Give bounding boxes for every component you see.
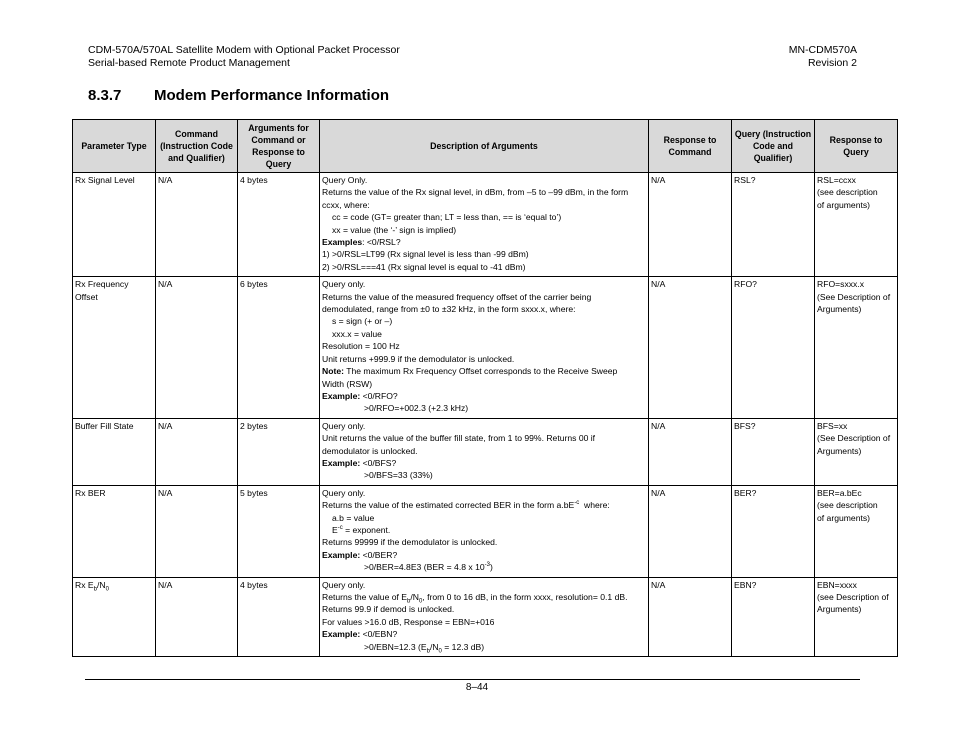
exponent: -3: [484, 562, 490, 569]
resp-line: BER=a.bEc: [817, 487, 862, 498]
desc-example-line: [322, 549, 646, 561]
query-cell: BER?: [732, 485, 815, 577]
param-cell: Buffer Fill State: [73, 418, 156, 485]
example-text: <0/EBN?: [360, 629, 398, 640]
page-number: 8–44: [465, 682, 489, 693]
resp-line: RSL=ccxx: [817, 175, 856, 185]
table-row: [73, 173, 898, 277]
resp-line: (see Description of: [817, 592, 889, 602]
desc-line: [322, 561, 646, 573]
desc-text: >0/EBN=12.3 (E: [364, 641, 427, 652]
desc-line: a.b = value: [332, 512, 375, 523]
desc-line: s = sign (+ or –): [332, 316, 393, 327]
desc-line: Returns the value of the Rx signal level, in dBm, from –5 to –99 dBm, in the form: [322, 187, 629, 198]
command-cell: N/A: [156, 577, 238, 656]
table-row: [73, 277, 898, 418]
subscript: 0: [105, 586, 109, 593]
desc-line: 2) >0/RSL===41 (Rx signal level is equal to -41 dBm): [322, 261, 526, 272]
col-header-query: Query (Instruction Code and Qualifier): [732, 120, 815, 173]
response-to-command-cell: N/A: [649, 173, 732, 277]
desc-line: cc = code (GT= greater than; LT = less than, == is ‘equal to’): [332, 212, 562, 223]
desc-line: For values >16.0 dB, Response = EBN=+016: [322, 616, 495, 627]
subscript: 0: [438, 648, 442, 655]
arguments-cell: 5 bytes: [238, 485, 320, 577]
response-to-command-cell: N/A: [649, 577, 732, 656]
desc-line: Query only.: [322, 279, 366, 290]
example-text: <0/RFO?: [360, 390, 398, 401]
note-text: The maximum Rx Frequency Offset corresponds to the Receive Sweep: [343, 366, 618, 377]
param-text: Rx E: [75, 579, 94, 590]
desc-line: Returns 99999 if the demodulator is unlocked.: [322, 537, 498, 548]
response-to-query-cell: [815, 577, 898, 656]
desc-line: Unit returns the value of the buffer fill state, from 1 to 99%. Returns 00 if: [322, 433, 596, 444]
desc-line: [322, 641, 646, 653]
desc-text: E: [332, 524, 338, 535]
header-product-title: CDM-570A/570AL Satellite Modem with Optional Packet Processor: [88, 44, 400, 56]
desc-line: xxx.x = value: [332, 328, 382, 339]
resp-line: BFS=xx: [817, 420, 848, 431]
resp-line: Arguments): [817, 304, 862, 315]
arguments-cell: 6 bytes: [238, 277, 320, 418]
desc-text: Returns the value of the estimated corrected BER in the form a.bE: [322, 500, 575, 511]
response-to-query-cell: [815, 485, 898, 577]
example-text: <0/BFS?: [360, 457, 397, 468]
desc-line: Query Only.: [322, 175, 368, 185]
desc-line: [322, 524, 646, 536]
resp-line: of arguments): [817, 199, 871, 210]
response-to-command-cell: N/A: [649, 277, 732, 418]
desc-text: /N: [410, 592, 419, 602]
desc-note-line: [322, 365, 646, 377]
table-header-row: [73, 120, 898, 173]
query-cell: RSL?: [732, 173, 815, 277]
description-cell: [320, 577, 649, 656]
query-cell: RFO?: [732, 277, 815, 418]
desc-example-line: [322, 457, 646, 469]
subscript: b: [407, 598, 411, 605]
resp-line: EBN=xxxx: [817, 579, 857, 590]
example-label: Example:: [322, 390, 361, 401]
resp-line: (see description: [817, 500, 878, 511]
arguments-cell: 2 bytes: [238, 418, 320, 485]
table-row: [73, 485, 898, 577]
col-header-arguments: Arguments for Command or Response to Query: [238, 120, 320, 173]
header-revision: Revision 2: [807, 57, 857, 69]
example-label: Examples: [322, 237, 363, 248]
resp-line: (see description: [817, 187, 878, 198]
section-number: 8.3.7: [88, 87, 122, 104]
example-text: <0/BER?: [360, 549, 398, 560]
response-to-query-cell: [815, 277, 898, 418]
resp-line: (See Description of: [817, 291, 891, 302]
param-cell: Rx Frequency Offset: [73, 277, 156, 418]
description-cell: [320, 173, 649, 277]
desc-text: ): [489, 562, 493, 573]
desc-line: >0/BFS=33 (33%): [364, 470, 433, 481]
desc-line: [322, 499, 646, 511]
footer-divider: [85, 679, 860, 680]
desc-text: >0/BER=4.8E3 (BER = 4.8 x 10: [364, 562, 485, 573]
desc-line: >0/RFO=+002.3 (+2.3 kHz): [364, 403, 469, 414]
desc-line: [322, 591, 646, 603]
response-to-query-cell: [815, 173, 898, 277]
desc-line: Returns the value of the measured frequency offset of the carrier being: [322, 291, 592, 302]
desc-line: Query only.: [322, 420, 366, 431]
desc-line: Width (RSW): [322, 378, 373, 389]
desc-line: demodulator is unlocked.: [322, 445, 418, 456]
arguments-cell: 4 bytes: [238, 173, 320, 277]
document-header-right: [789, 44, 857, 70]
arguments-cell: 4 bytes: [238, 577, 320, 656]
desc-text: where:: [579, 500, 610, 511]
exponent: -c: [574, 500, 580, 507]
subscript: 0: [418, 598, 423, 605]
resp-line: of arguments): [817, 512, 871, 523]
desc-text: = exponent.: [342, 524, 391, 535]
response-to-query-cell: [815, 418, 898, 485]
section-heading: [88, 87, 389, 104]
desc-line: demodulated, range from ±0 to ±32 kHz, in the form sxxx.x, where:: [322, 304, 576, 315]
example-label: Example:: [322, 549, 361, 560]
desc-example-line: [322, 236, 646, 248]
desc-example-line: [322, 628, 646, 640]
document-header-left: [88, 44, 400, 70]
param-cell: [73, 577, 156, 656]
description-cell: [320, 485, 649, 577]
example-label: Example:: [322, 629, 361, 640]
example-label: Example:: [322, 457, 361, 468]
desc-line: Query only.: [322, 487, 366, 498]
desc-text: = 12.3 dB): [441, 641, 485, 652]
desc-example-line: [322, 390, 646, 402]
response-to-command-cell: N/A: [649, 485, 732, 577]
example-text: : <0/RSL?: [362, 237, 401, 248]
resp-line: Arguments): [817, 445, 862, 456]
subscript: b: [426, 648, 430, 655]
desc-text: /N: [429, 641, 439, 652]
param-cell: Rx BER: [73, 485, 156, 577]
desc-line: Unit returns +999.9 if the demodulator is unlocked.: [322, 353, 515, 364]
col-header-description: Description of Arguments: [320, 120, 649, 173]
header-manual-number: MN-CDM570A: [788, 44, 857, 56]
desc-line: Returns 99.9 if demod is unlocked.: [322, 604, 455, 615]
subscript: b: [93, 586, 97, 593]
exponent: -c: [337, 525, 343, 532]
desc-text: , from 0 to 16 dB, in the form xxxx, resolution= 0.1 dB.: [422, 592, 628, 602]
desc-line: Resolution = 100 Hz: [322, 341, 400, 352]
header-chapter-title: Serial-based Remote Product Management: [88, 57, 290, 69]
col-header-response-to-command: Response to Command: [649, 120, 732, 173]
desc-line: xx = value (the ‘-’ sign is implied): [332, 224, 457, 235]
section-title: Modem Performance Information: [154, 87, 390, 104]
response-to-command-cell: N/A: [649, 418, 732, 485]
description-cell: [320, 418, 649, 485]
col-header-parameter-type: Parameter Type: [73, 120, 156, 173]
command-cell: N/A: [156, 485, 238, 577]
command-cell: N/A: [156, 418, 238, 485]
query-cell: EBN?: [732, 577, 815, 656]
desc-line: 1) >0/RSL=LT99 (Rx signal level is less than -99 dBm): [322, 249, 529, 260]
resp-line: (See Description of: [817, 433, 891, 444]
param-text: /N: [96, 579, 106, 590]
performance-info-table: [72, 119, 898, 657]
query-cell: BFS?: [732, 418, 815, 485]
desc-line: Query only.: [322, 579, 366, 590]
col-header-response-to-query: Response to Query: [815, 120, 898, 173]
note-label: Note:: [322, 366, 344, 377]
command-cell: N/A: [156, 173, 238, 277]
description-cell: [320, 277, 649, 418]
col-header-command: Command (Instruction Code and Qualifier): [156, 120, 238, 173]
resp-line: Arguments): [817, 604, 862, 615]
desc-text: Returns the value of E: [322, 592, 408, 602]
command-cell: N/A: [156, 277, 238, 418]
desc-line: ccxx, where:: [322, 199, 370, 210]
table-row: [73, 418, 898, 485]
resp-line: RFO=sxxx.x: [817, 279, 865, 290]
param-cell: Rx Signal Level: [73, 173, 156, 277]
table-row: [73, 577, 898, 656]
